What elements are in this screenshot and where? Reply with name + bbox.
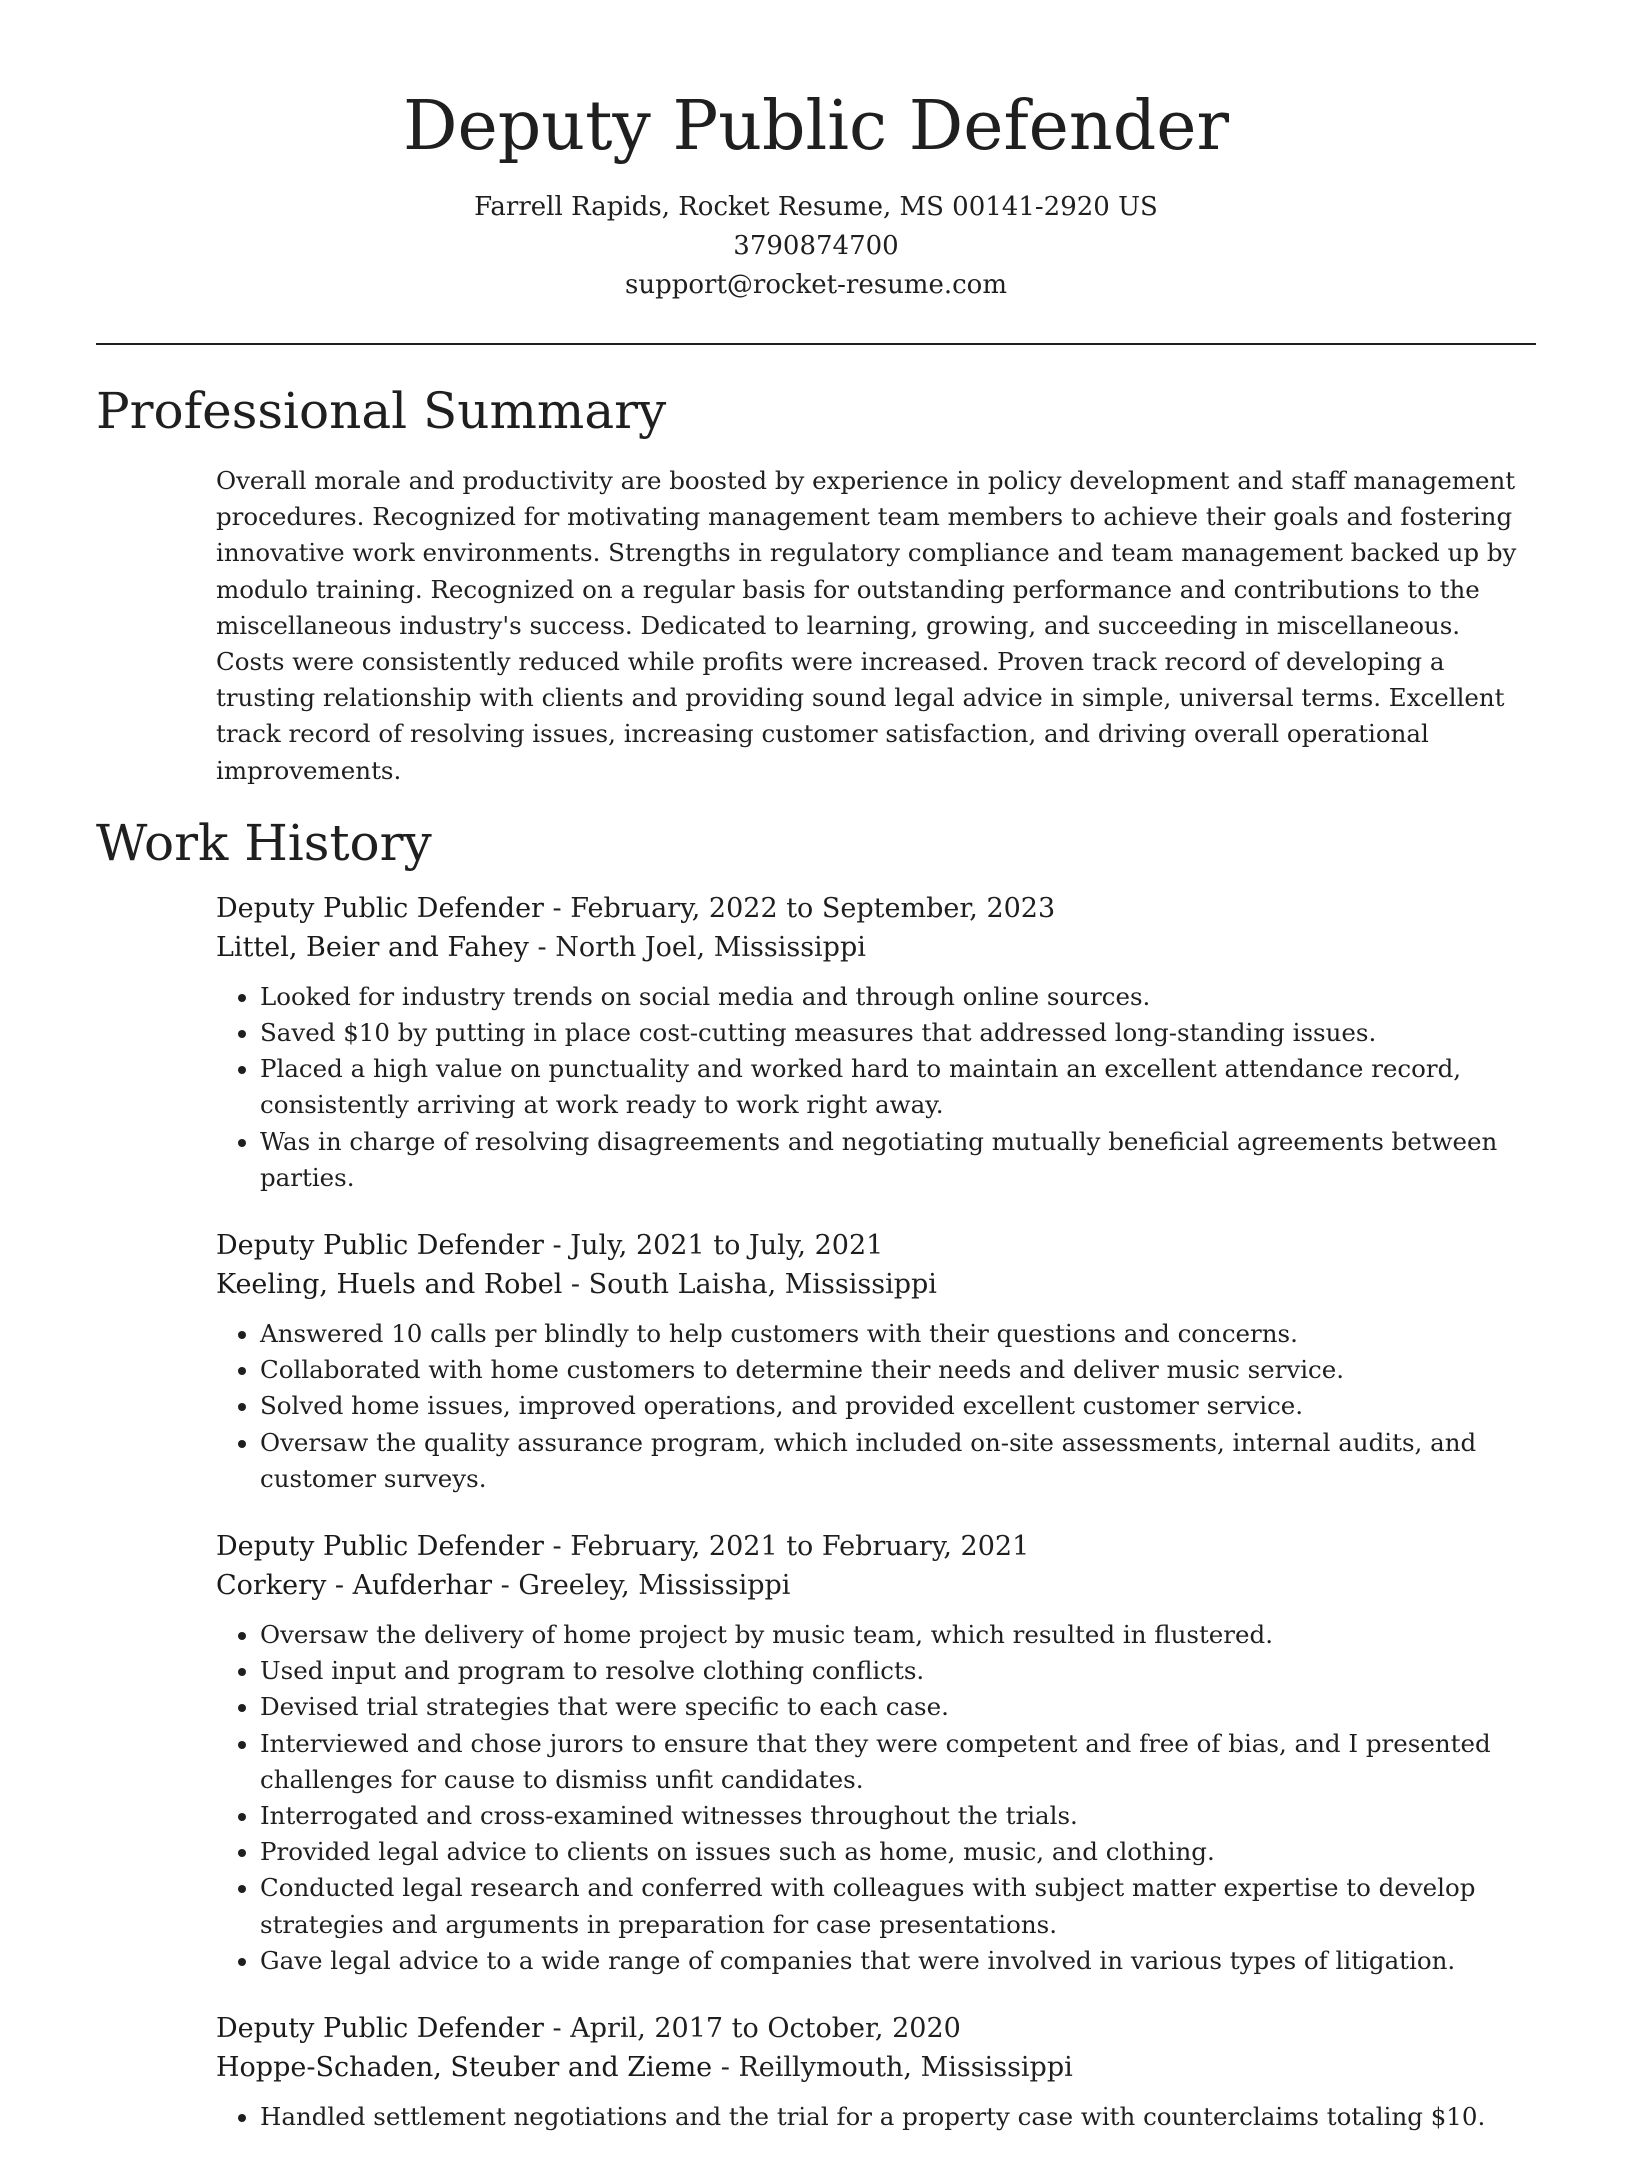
list-item: • Looked for industry trends on social media and through online sources. — [260, 979, 1536, 1015]
contact-phone: 3790874700 — [733, 231, 899, 261]
job-bullet-list — [216, 1316, 1536, 1497]
list-item: • Devised trial strategies that were specific to each case. — [260, 1689, 1536, 1725]
job-entry — [216, 889, 1536, 1196]
work-history-list — [216, 889, 1536, 2135]
job-entry — [216, 2009, 1536, 2135]
list-item: • Oversaw the delivery of home project by music team, which resulted in flustered. — [260, 1617, 1536, 1653]
job-role: Deputy Public Defender — [216, 1531, 544, 1563]
job-location: - North Joel, Mississippi — [528, 931, 866, 963]
job-location: - Reillymouth, Mississippi — [712, 2052, 1073, 2084]
work-history-heading: Work History — [96, 813, 432, 872]
list-item: • Was in charge of resolving disagreements and negotiating mutually beneficial agreements between parties. — [260, 1124, 1536, 1196]
list-item: • Saved $10 by putting in place cost-cutting measures that addressed long-standing issues. — [260, 1015, 1536, 1051]
contact-address: Farrell Rapids, Rocket Resume, MS 00141-2920 US — [474, 192, 1158, 222]
job-dates: - April, 2017 to October, 2020 — [543, 2013, 961, 2045]
list-item: • Placed a high value on punctuality and worked hard to maintain an excellent attendance record, consistently arriving at work ready to work right away. — [260, 1051, 1536, 1123]
job-bullet-list — [216, 2099, 1536, 2135]
list-item: • Conducted legal research and conferred with colleagues with subject matter expertise to develop strategies and arguments in preparation for case presentations. — [260, 1870, 1536, 1942]
list-item: • Solved home issues, improved operations, and provided excellent customer service. — [260, 1388, 1536, 1424]
job-role: Deputy Public Defender — [216, 1230, 544, 1262]
list-item: • Handled settlement negotiations and the trial for a property case with counterclaims totaling $10. — [260, 2099, 1536, 2135]
job-title-line — [216, 1226, 1536, 1265]
job-title-line — [216, 889, 1536, 928]
list-item: • Answered 10 calls per blindly to help customers with their questions and concerns. — [260, 1316, 1536, 1352]
job-role: Deputy Public Defender — [216, 2013, 544, 2045]
job-location: - South Laisha, Mississippi — [562, 1269, 937, 1301]
job-dates: - February, 2022 to September, 2023 — [543, 892, 1056, 924]
list-item: • Collaborated with home customers to determine their needs and deliver music service. — [260, 1352, 1536, 1388]
job-company-line — [216, 1265, 1536, 1304]
list-item: • Gave legal advice to a wide range of companies that were involved in various types of litigation. — [260, 1943, 1536, 1979]
candidate-name: Deputy Public Defender — [403, 87, 1229, 166]
job-company-line — [216, 1566, 1536, 1605]
job-company: Littel, Beier and Fahey — [216, 931, 529, 963]
header-divider — [96, 343, 1536, 345]
job-title-line — [216, 2009, 1536, 2048]
list-item: • Provided legal advice to clients on issues such as home, music, and clothing. — [260, 1834, 1536, 1870]
list-item: • Oversaw the quality assurance program, which included on-site assessments, internal audits, and customer surveys. — [260, 1425, 1536, 1497]
job-title-line — [216, 1527, 1536, 1566]
job-company-line — [216, 2048, 1536, 2087]
job-company: Keeling, Huels and Robel — [216, 1269, 563, 1301]
summary-text: Overall morale and productivity are boosted by experience in policy development and staff management procedures. Recognized for motivating management team members to achieve their goals and fostering innovative work environments. Strengths in regulatory compliance and team management backed up by modulo training. Recognized on a regular basis for outstanding performance and contributions to the miscellaneous industry's success. Dedicated to learning, growing, and succeeding in miscellaneous. Costs were consistently reduced while profits were increased. Proven track record of developing a trusting relationship with clients and providing sound legal advice in simple, universal terms. Excellent track record of resolving issues, increasing customer satisfaction, and driving overall operational improvements. — [216, 466, 1517, 785]
job-dates: - February, 2021 to February, 2021 — [543, 1531, 1030, 1563]
job-entry — [216, 1527, 1536, 1979]
contact-email: support@rocket-resume.com — [624, 270, 1007, 300]
job-entry — [216, 1226, 1536, 1497]
list-item: • Interrogated and cross-examined witnesses throughout the trials. — [260, 1798, 1536, 1834]
job-location: - Greeley, Mississippi — [492, 1570, 791, 1602]
job-dates: - July, 2021 to July, 2021 — [543, 1230, 884, 1262]
job-company: Hoppe-Schaden, Steuber and Zieme — [216, 2052, 713, 2084]
job-role: Deputy Public Defender — [216, 892, 544, 924]
contact-block — [96, 188, 1536, 305]
list-item: • Interviewed and chose jurors to ensure that they were competent and free of bias, and I presented challenges for cause to dismiss unfit candidates. — [260, 1726, 1536, 1798]
job-bullet-list — [216, 1617, 1536, 1979]
summary-heading: Professional Summary — [96, 382, 667, 440]
job-bullet-list — [216, 979, 1536, 1196]
list-item: • Used input and program to resolve clothing conflicts. — [260, 1653, 1536, 1689]
job-company-line — [216, 928, 1536, 967]
job-company: Corkery - Aufderhar — [216, 1570, 493, 1602]
resume-page — [96, 0, 1536, 2165]
resume-header — [96, 0, 1536, 305]
